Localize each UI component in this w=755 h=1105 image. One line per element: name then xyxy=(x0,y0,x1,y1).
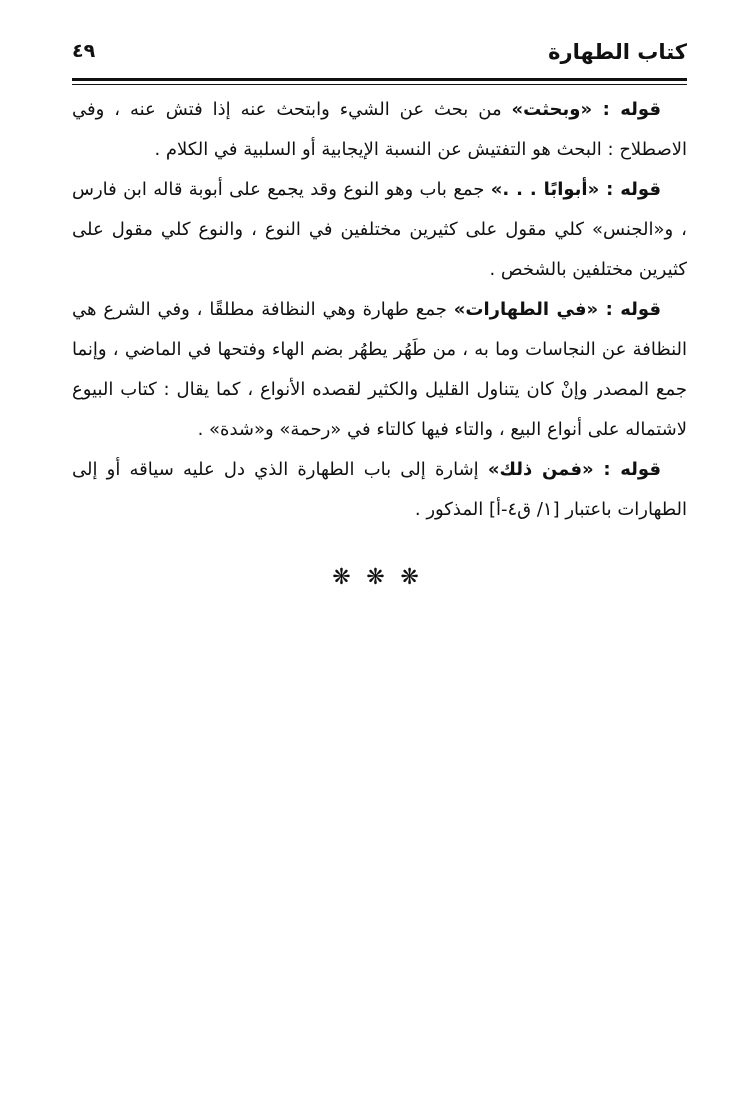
paragraph-text: جمع باب وهو النوع وقد يجمع على أبوبة قاله ابن فارس ، و«الجنس» كلي مقول على كثيرين مختلفين في النوع ، والنوع كلي مقول على كثيرين مختلفين بالشخص . xyxy=(72,179,687,280)
page-number: ٤٩ xyxy=(72,40,96,62)
lemma: قوله : «في الطهارات» xyxy=(453,299,661,320)
section-divider-asterisks: ❋ ❋ ❋ xyxy=(332,565,423,590)
header-rule-thin xyxy=(72,84,687,85)
lemma: قوله : «وبحثت» xyxy=(511,99,661,120)
paragraph-text: من بحث عن الشيء وابتحث عنه إذا فتش عنه ، وفي الاصطلاح : البحث هو التفتيش عن النسبة الإيجابية أو السلبية في الكلام . xyxy=(72,99,687,160)
paragraph-3 xyxy=(72,290,687,450)
lemma: قوله : «فمن ذلك» xyxy=(487,459,662,480)
paragraph-text: جمع طهارة وهي النظافة مطلقًا ، وفي الشرع هي النظافة عن النجاسات وما به ، من طَهُر يطهُر بضم الهاء وفتحها في الماضي ، وإنما جمع المصدر وإنْ كان يتناول القليل والكثير لقصده الأنواع ، كما يقال : كتاب البيوع لاشتماله على أنواع البيع ، والتاء فيها كالتاء في «رحمة» و«شدة» . xyxy=(72,299,687,440)
header-rule-thick xyxy=(72,78,687,81)
paragraph-text: إشارة إلى باب الطهارة الذي دل عليه سياقه أو إلى الطهارات باعتبار [١/ ق٤-أ] المذكور . xyxy=(72,459,687,520)
lemma: قوله : «أبوابًا . . .» xyxy=(490,179,661,200)
paragraph-4 xyxy=(72,450,687,530)
paragraph-2 xyxy=(72,170,687,290)
paragraph-1 xyxy=(72,90,687,170)
chapter-title: كتاب الطهارة xyxy=(548,40,687,64)
body-text xyxy=(72,90,687,530)
running-header xyxy=(72,38,687,78)
